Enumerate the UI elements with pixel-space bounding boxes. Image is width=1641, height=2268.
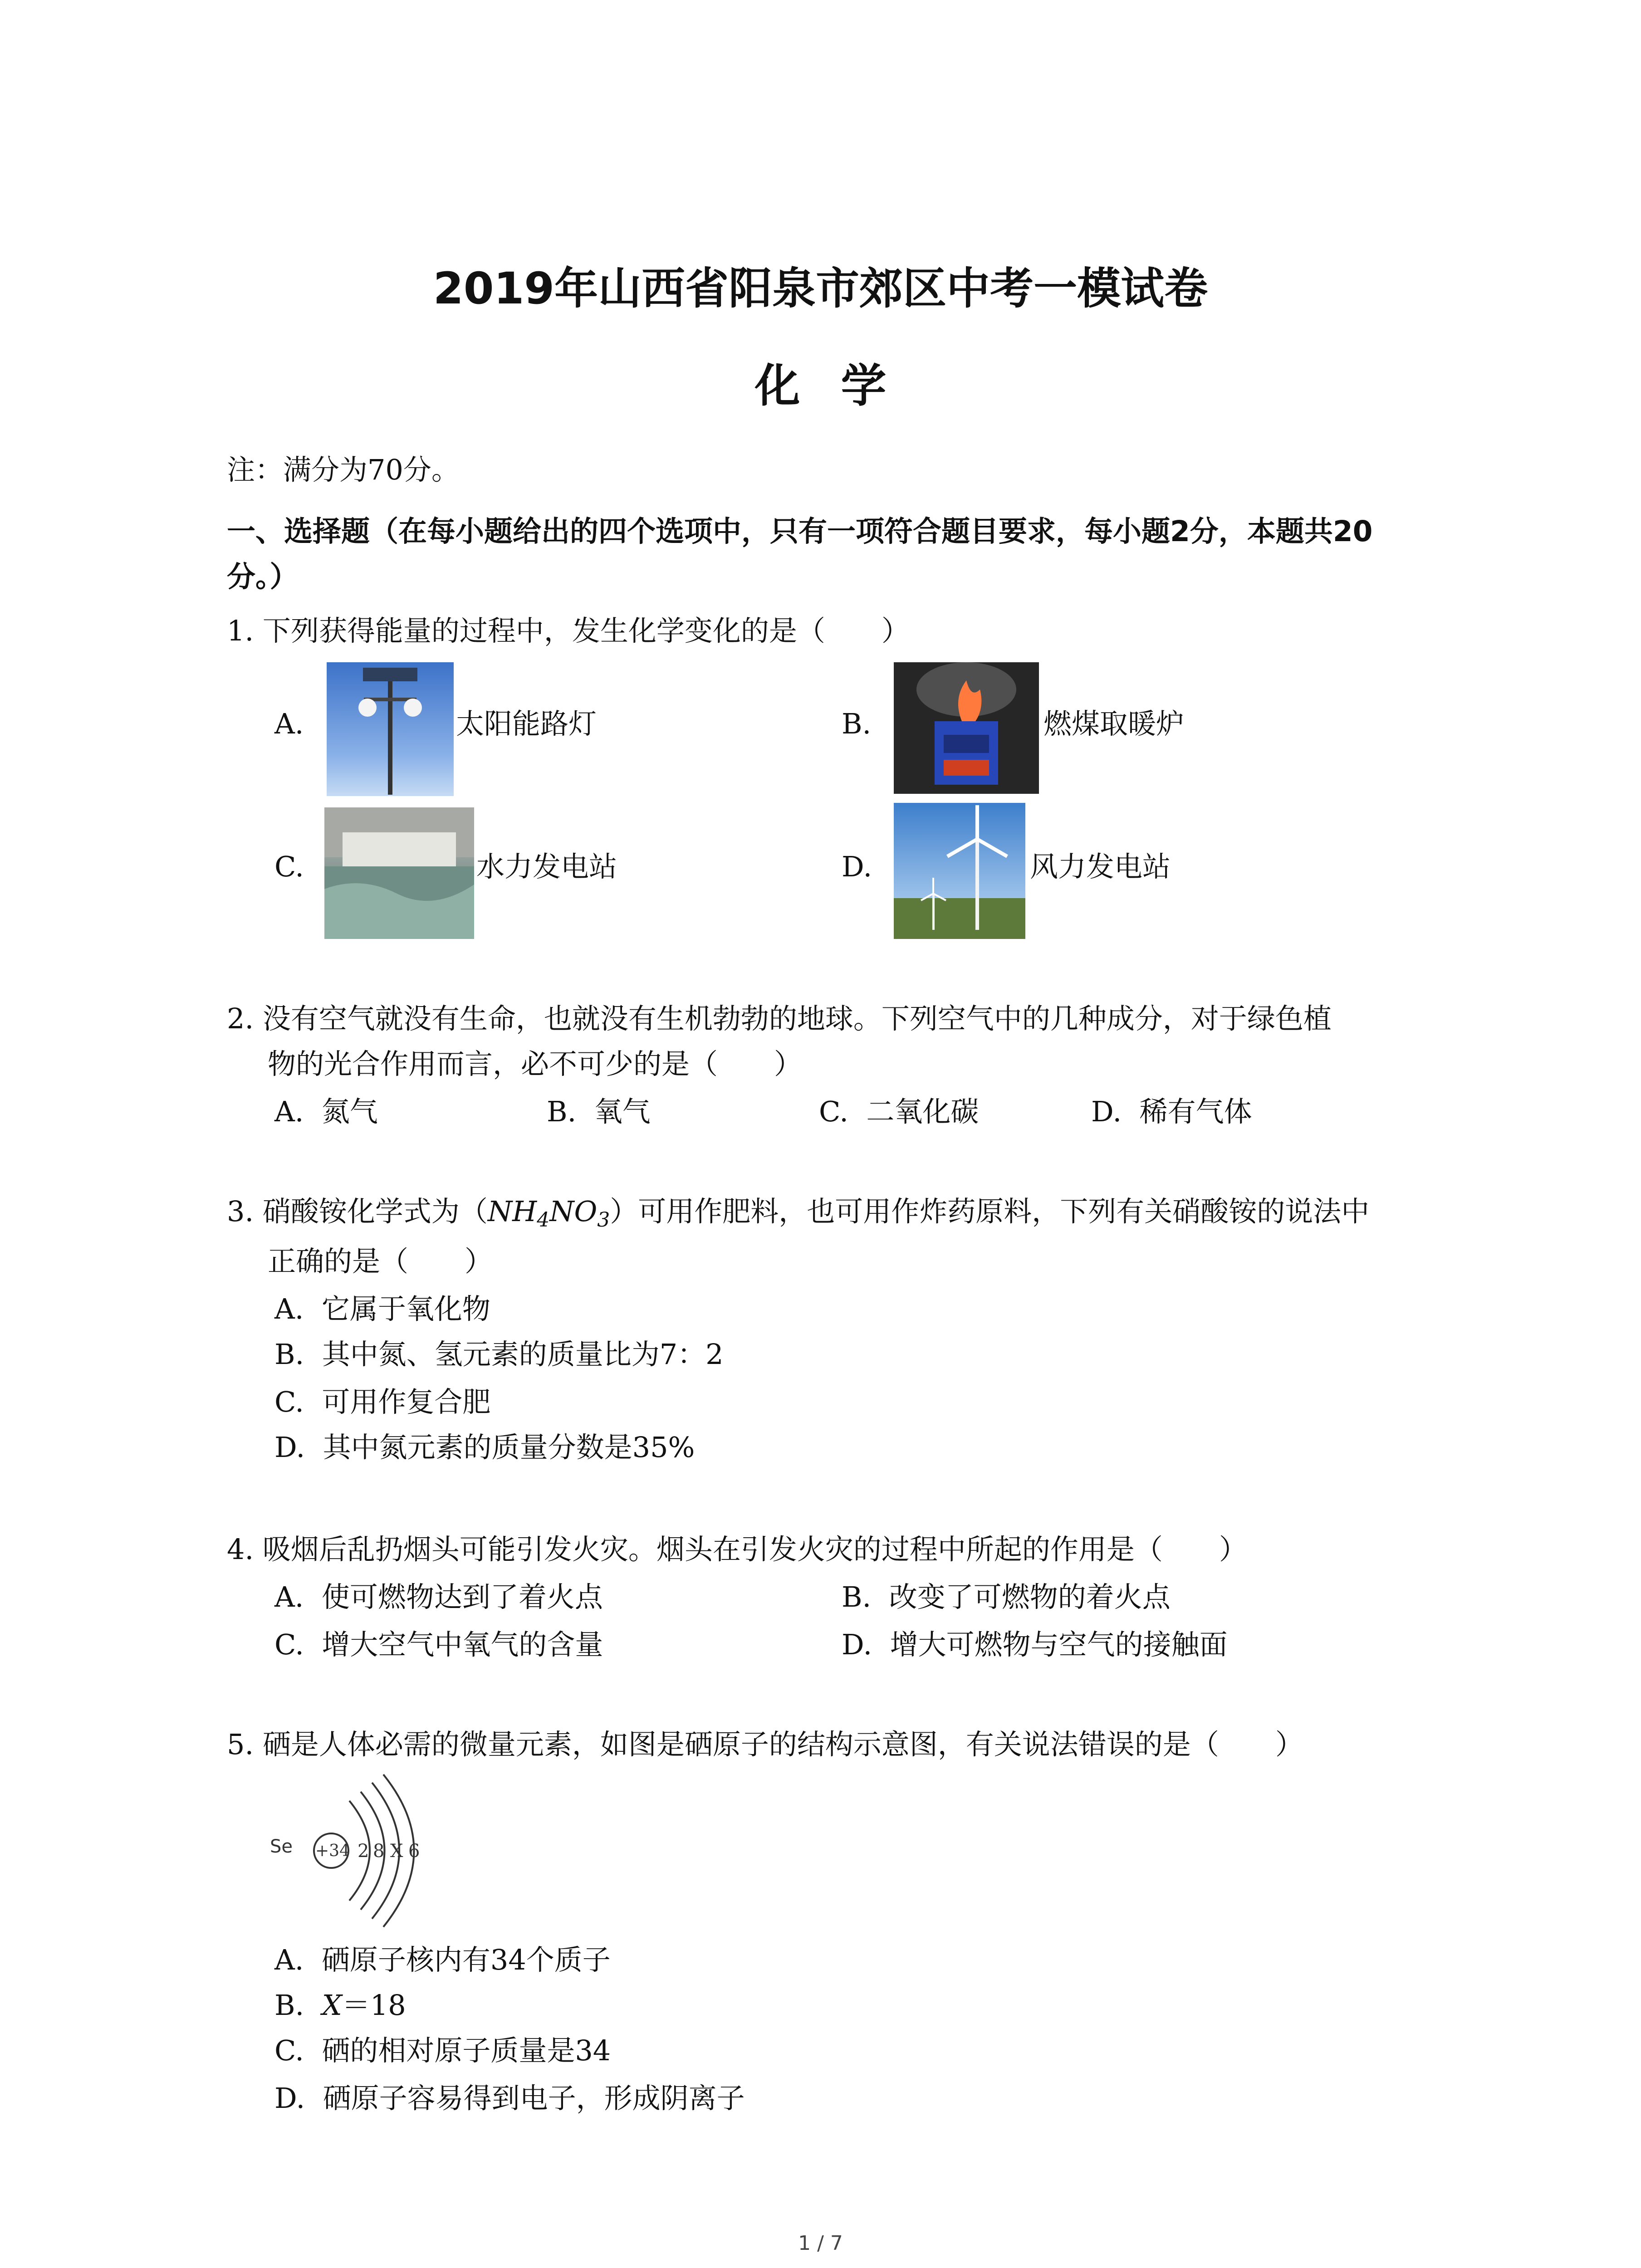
q2-stem-line2: 物的光合作用而言，必不可少的是（ ）	[268, 1047, 803, 1080]
hydro-station-image	[324, 807, 474, 939]
solar-lamp-image	[327, 662, 454, 796]
q3-formula: $NH_4NO_3$	[487, 1195, 610, 1232]
q1-option-d-letter: D.	[842, 850, 872, 883]
q3-option-c: C. 可用作复合肥	[274, 1385, 491, 1418]
q5-stem: 5. 硒是人体必需的微量元素，如图是硒原子的结构示意图，有关说法错误的是（ ）	[227, 1728, 1303, 1761]
subject-title: 化学	[754, 359, 927, 412]
q5-option-c: C. 硒的相对原子质量是34	[274, 2034, 611, 2067]
q4-stem: 4. 吸烟后乱扔烟头可能引发火灾。烟头在引发火灾的过程中所起的作用是（ ）	[227, 1533, 1247, 1566]
q5-option-a: A. 硒原子核内有34个质子	[274, 1943, 611, 1976]
q1-option-c-text: 水力发电站	[476, 850, 617, 883]
nucleus-charge: +34	[315, 1842, 350, 1860]
shell-3-electrons: X	[390, 1841, 403, 1862]
q1-option-c-letter: C.	[274, 850, 304, 883]
q4-option-d: D. 增大可燃物与空气的接触面	[842, 1628, 1228, 1661]
q3-option-b: B. 其中氮、氢元素的质量比为7：2	[274, 1338, 724, 1371]
q3-option-a: A. 它属于氧化物	[274, 1292, 490, 1325]
q1-option-a-text: 太阳能路灯	[456, 707, 597, 740]
section-heading-line1: 一、选择题（在每小题给出的四个选项中，只有一项符合题目要求，每小题2分，本题共20	[227, 515, 1373, 548]
section-heading-line2: 分。）	[227, 560, 299, 593]
q1-option-a-letter: A.	[274, 707, 304, 740]
q2-option-d: D. 稀有气体	[1091, 1095, 1252, 1128]
page-number: 1 / 7	[798, 2232, 843, 2255]
q4-option-b: B. 改变了可燃物的着火点	[842, 1580, 1171, 1613]
q1-option-b-letter: B.	[842, 707, 872, 740]
selenium-atom-diagram	[263, 1769, 454, 1932]
q3-option-d: D. 其中氮元素的质量分数是35%	[274, 1431, 695, 1464]
q5-option-d: D. 硒原子容易得到电子，形成阴离子	[274, 2082, 745, 2115]
q1-option-b-text: 燃煤取暖炉	[1043, 707, 1185, 740]
page-title: 2019年山西省阳泉市郊区中考一模试卷	[433, 263, 1208, 314]
shell-1-electrons: 2	[358, 1841, 369, 1862]
q5-option-b: B. X＝18	[274, 1989, 406, 2022]
q2-option-a: A. 氮气	[274, 1095, 378, 1128]
element-symbol: Se	[270, 1836, 293, 1857]
coal-stove-image	[894, 662, 1039, 794]
q1-stem: 1. 下列获得能量的过程中，发生化学变化的是（ ）	[227, 614, 910, 647]
score-note: 注：满分为70分。	[227, 453, 460, 486]
q2-option-b: B. 氧气	[547, 1095, 651, 1128]
q1-option-d-text: 风力发电站	[1030, 850, 1171, 883]
q4-option-c: C. 增大空气中氧气的含量	[274, 1628, 603, 1661]
q2-option-c: C. 二氧化碳	[819, 1095, 979, 1128]
q3-stem-line2: 正确的是（ ）	[268, 1245, 493, 1278]
shell-2-electrons: 8	[373, 1841, 385, 1862]
q3-stem-line1: 3. 硝酸铵化学式为$(NH_4NO_3)$可用作肥料，也可用作炸药原料，下列有关硝酸铵的说法中	[227, 1195, 1370, 1232]
q2-stem-line1: 2. 没有空气就没有生命，也就没有生机勃勃的地球。下列空气中的几种成分，对于绿色植	[227, 1002, 1332, 1035]
shell-4-electrons: 6	[408, 1841, 420, 1862]
wind-turbine-image	[894, 803, 1025, 939]
q4-option-a: A. 使可燃物达到了着火点	[274, 1580, 603, 1613]
